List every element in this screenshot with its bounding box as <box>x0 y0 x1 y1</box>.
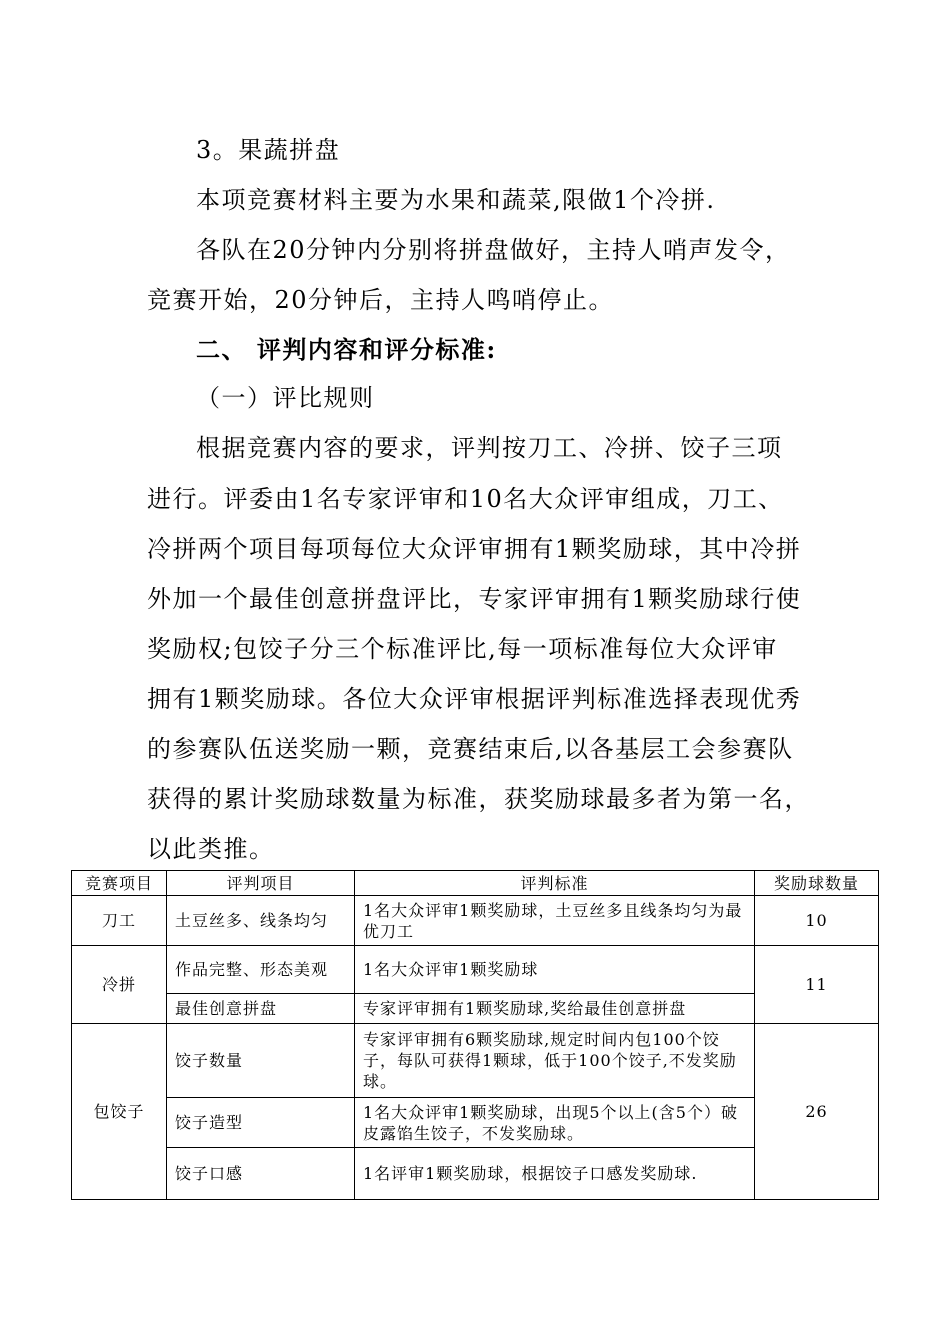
table-row <box>72 896 879 946</box>
count-cell: 11 <box>755 946 879 1024</box>
paragraph-materials: 本项竞赛材料主要为水果和蔬菜,限做1个冷拼. <box>196 186 716 214</box>
rules-line: 冷拼两个项目每项每位大众评审拥有1颗奖励球，其中冷拼 <box>147 535 802 563</box>
item-cell: 饺子数量 <box>167 1024 355 1098</box>
event-cell: 包饺子 <box>72 1024 167 1200</box>
event-cell: 冷拼 <box>72 946 167 1024</box>
criteria-cell: 1名评审1颗奖励球，根据饺子口感发奖励球. <box>355 1148 755 1200</box>
table-row <box>72 1024 879 1098</box>
event-cell: 刀工 <box>72 896 167 946</box>
table-header-row <box>72 871 879 896</box>
criteria-cell: 1名大众评审1颗奖励球，出现5个以上(含5个）破皮露馅生饺子，不发奖励球。 <box>355 1098 755 1148</box>
section-heading-2: 二、 评判内容和评分标准: <box>196 335 497 364</box>
scoring-table <box>71 870 879 1200</box>
paragraph-time-line-2: 竞赛开始，20分钟后，主持人鸣哨停止。 <box>147 286 615 314</box>
rules-line: 进行。评委由1名专家评审和10名大众评审组成，刀工、 <box>147 485 784 513</box>
criteria-cell: 1名大众评审1颗奖励球 <box>355 946 755 994</box>
rules-line: 根据竞赛内容的要求，评判按刀工、冷拼、饺子三项 <box>196 434 783 462</box>
rules-line: 以此类推。 <box>147 835 275 863</box>
column-header-count: 奖励球数量 <box>755 871 879 896</box>
criteria-cell: 专家评审拥有1颗奖励球,奖给最佳创意拼盘 <box>355 994 755 1024</box>
column-header-event: 竞赛项目 <box>72 871 167 896</box>
item-cell: 饺子口感 <box>167 1148 355 1200</box>
item-cell: 饺子造型 <box>167 1098 355 1148</box>
column-header-item: 评判项目 <box>167 871 355 896</box>
rules-line: 获得的累计奖励球数量为标准，获奖励球最多者为第一名， <box>147 785 810 813</box>
item-cell: 作品完整、形态美观 <box>167 946 355 994</box>
criteria-cell: 专家评审拥有6颗奖励球,规定时间内包100个饺子，每队可获得1颗球，低于100个饺子,不发奖励球。 <box>355 1024 755 1098</box>
column-header-criteria: 评判标准 <box>355 871 755 896</box>
count-cell: 10 <box>755 896 879 946</box>
rules-line: 拥有1颗奖励球。各位大众评审根据评判标准选择表现优秀 <box>147 685 802 713</box>
item-cell: 土豆丝多、线条均匀 <box>167 896 355 946</box>
criteria-cell: 1名大众评审1颗奖励球，土豆丝多且线条均匀为最优刀工 <box>355 896 755 946</box>
table-row <box>72 946 879 994</box>
count-cell: 26 <box>755 1024 879 1200</box>
rules-line: 外加一个最佳创意拼盘评比，专家评审拥有1颗奖励球行使 <box>147 585 802 613</box>
rules-line: 的参赛队伍送奖励一颗，竞赛结束后,以各基层工会参赛队 <box>147 735 794 763</box>
item-cell: 最佳创意拼盘 <box>167 994 355 1024</box>
paragraph-time-line-1: 各队在20分钟内分别将拼盘做好，主持人哨声发令， <box>196 236 791 264</box>
section-heading: 3。果蔬拼盘 <box>196 136 341 164</box>
rules-line: 奖励权;包饺子分三个标准评比,每一项标准每位大众评审 <box>147 635 778 663</box>
subheading-rules: （一）评比规则 <box>196 384 375 412</box>
